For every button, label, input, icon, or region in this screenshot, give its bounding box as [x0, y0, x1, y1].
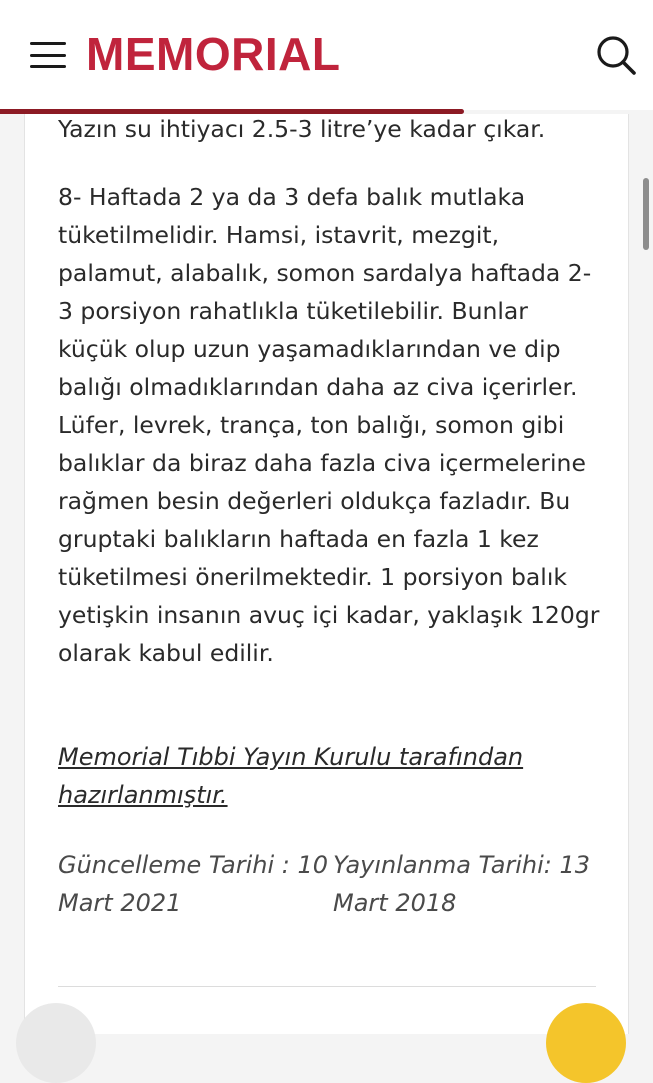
- published-date: Yayınlanma Tarihi: 13 Mart 2018: [333, 851, 591, 917]
- author-link[interactable]: Memorial Tıbbi Yayın Kurulu tarafından hazırlanmıştır.: [58, 743, 524, 809]
- article-paragraph: Yazın su ihtiyacı 2.5-3 litre’ye kadar çıkar.: [58, 115, 546, 143]
- next-button[interactable]: [546, 1003, 626, 1083]
- memorial-logo[interactable]: MEMORIAL: [86, 28, 341, 80]
- hamburger-menu-icon[interactable]: [30, 42, 66, 68]
- updated-date: Güncelleme Tarihi : 10 Mart 2021: [58, 851, 328, 917]
- search-icon[interactable]: [594, 33, 638, 77]
- divider: [58, 986, 596, 987]
- article-paragraph: 8- Haftada 2 ya da 3 defa balık mutlaka tüketilmelidir. Hamsi, istavrit, mezgit, palamut, alabalık, somon sardalya haftada 2-3 porsiyon rahatlıkla tüketilebilir. Bunlar küçük olup uzun yaşamadıklarından ve dip balığı olmadıklarından daha az civa içerirler. Lüfer, levrek, trança, ton balığı, somon gibi balıklar da biraz daha fazla civa içermelerine rağmen besin değerleri oldukça fazladır. Bu gruptaki balıkların haftada en fazla 1 kez tüketilmesi önerilmektedir. 1 porsiyon balık yetişkin insanın avuç içi kadar, yaklaşık 120gr olarak kabul edilir.: [58, 183, 600, 667]
- previous-button[interactable]: [16, 1003, 96, 1083]
- scrollbar[interactable]: [643, 178, 649, 250]
- site-header: [0, 0, 653, 110]
